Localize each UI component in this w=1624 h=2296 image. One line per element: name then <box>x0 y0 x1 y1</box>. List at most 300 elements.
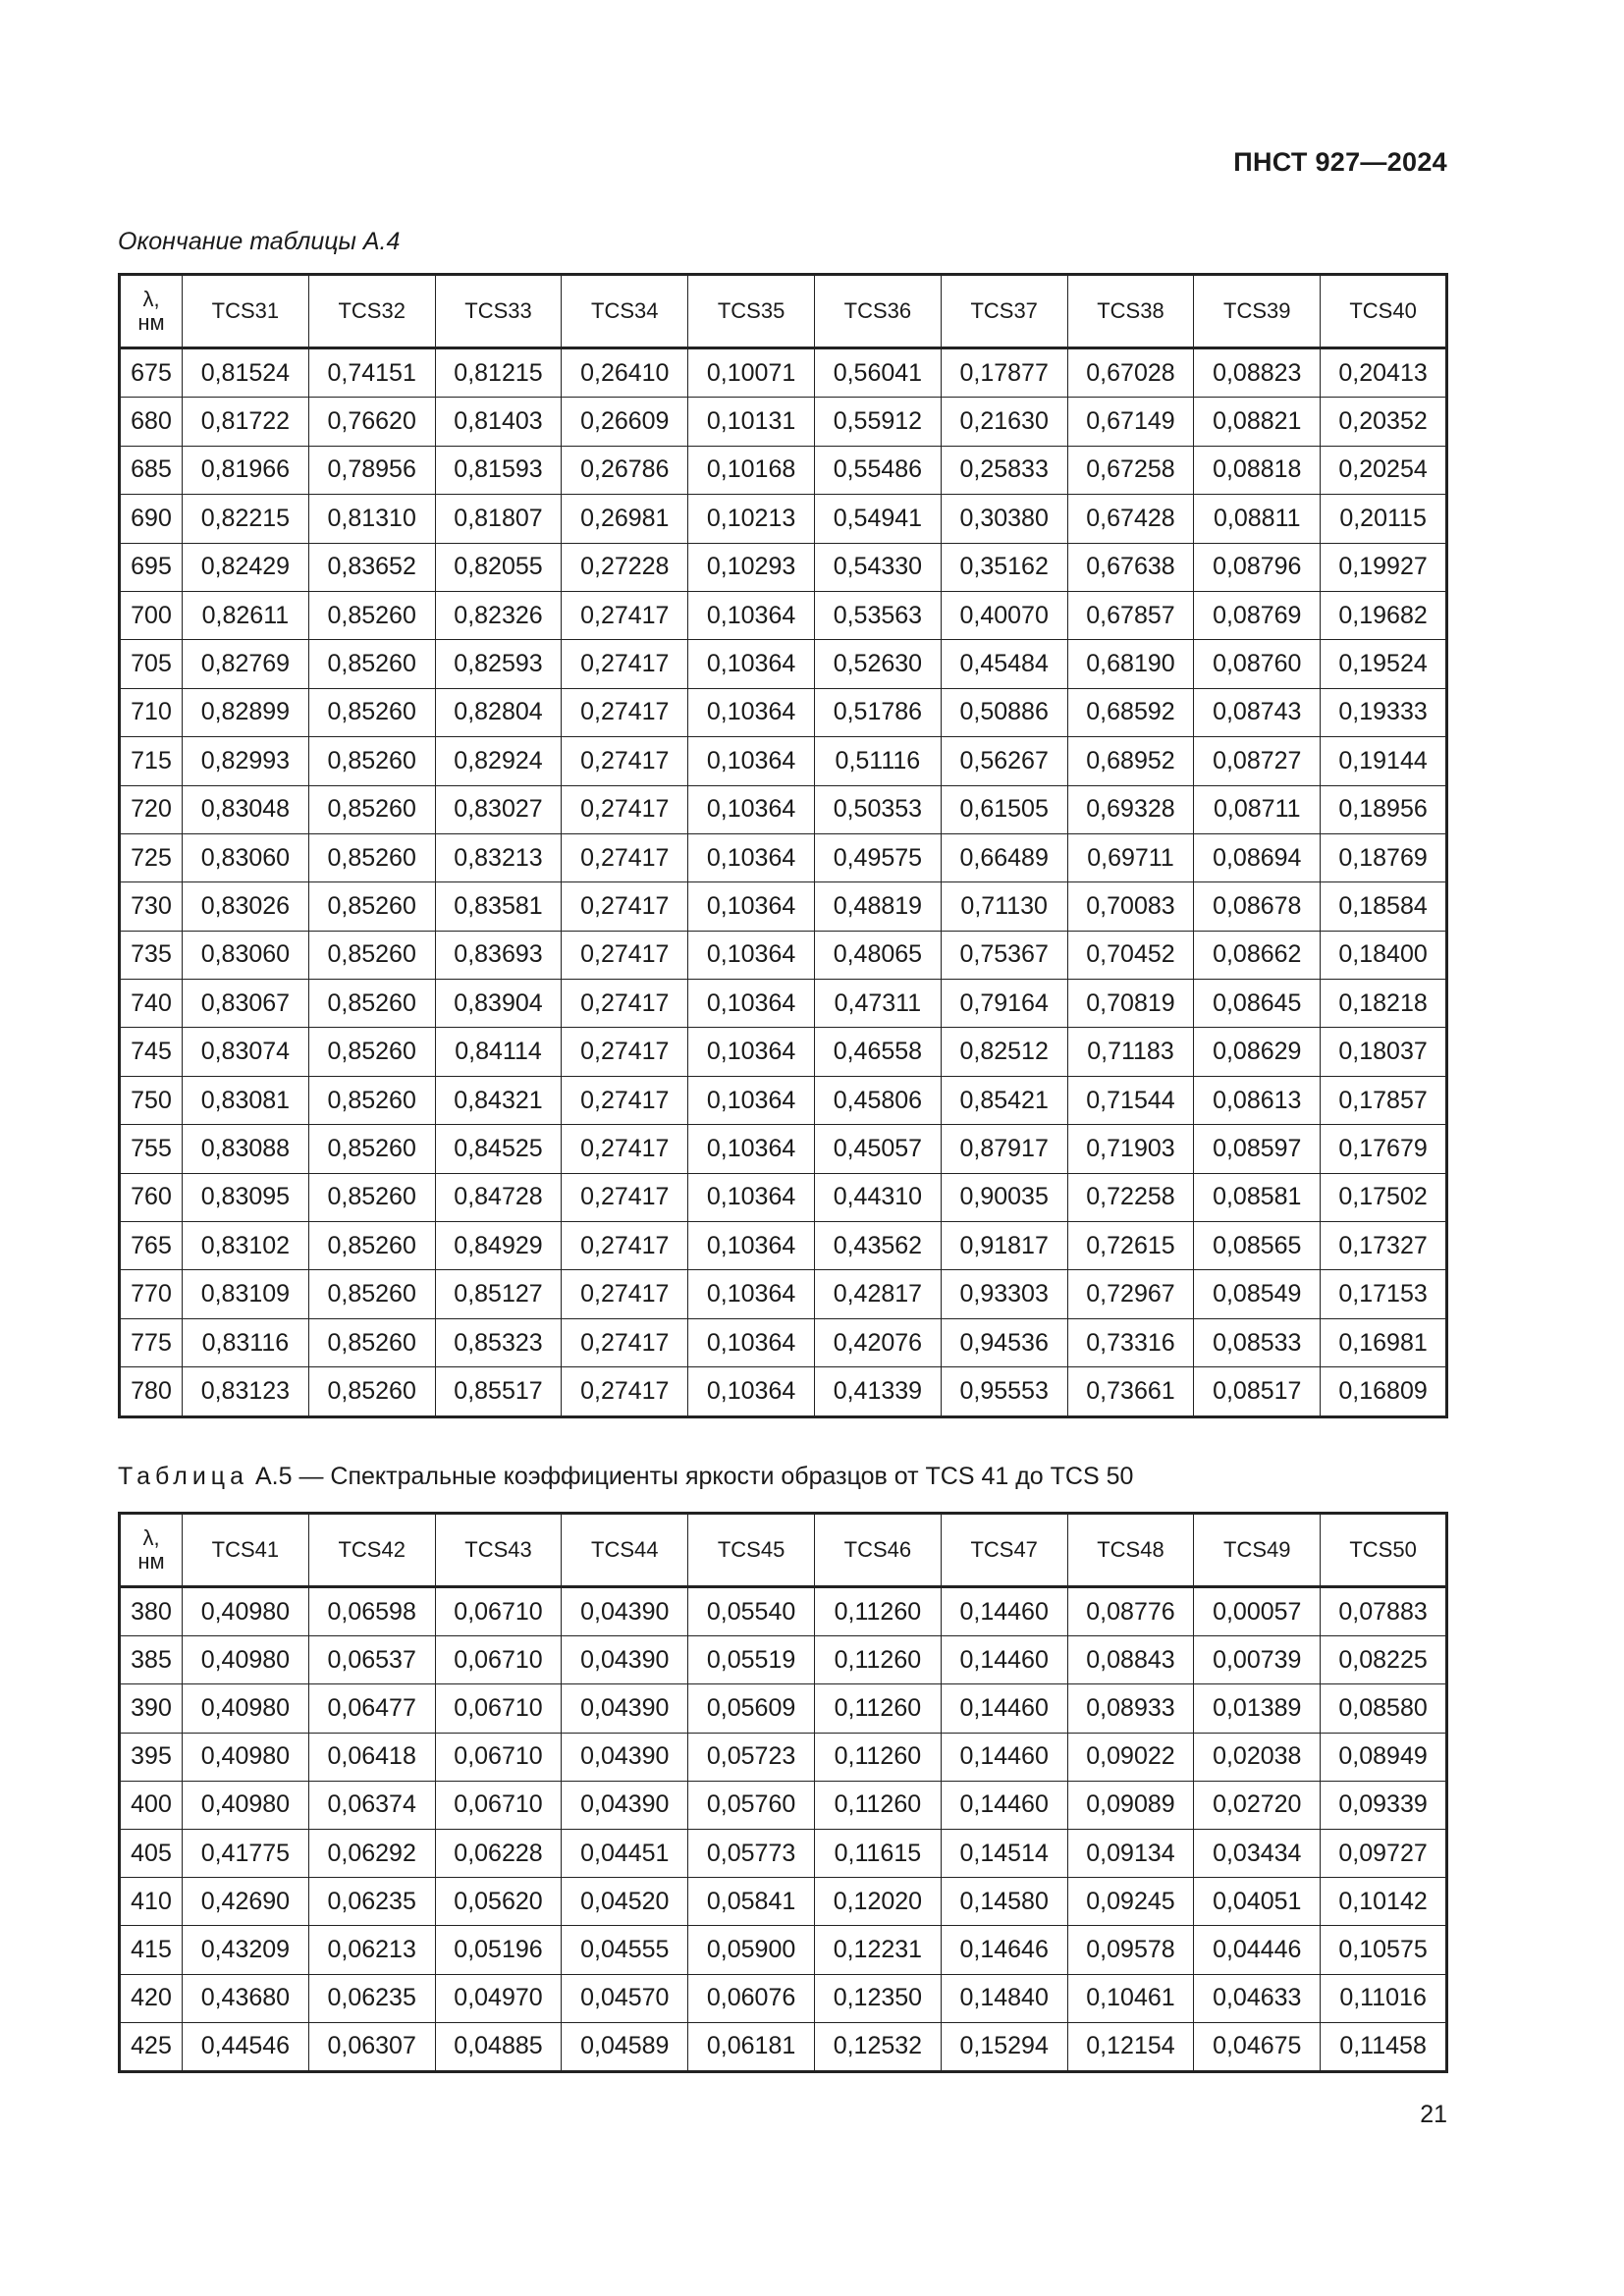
value-cell: 0,72967 <box>1067 1270 1194 1318</box>
value-cell: 0,04446 <box>1194 1926 1321 1974</box>
table-row <box>120 1125 1447 1173</box>
value-cell: 0,85260 <box>308 1222 435 1270</box>
value-cell: 0,10168 <box>688 446 815 494</box>
value-cell: 0,50353 <box>814 785 941 833</box>
wavelength-cell: 775 <box>120 1318 183 1366</box>
table-row <box>120 1028 1447 1076</box>
wavelength-cell: 730 <box>120 882 183 931</box>
value-cell: 0,85421 <box>941 1076 1067 1124</box>
value-cell: 0,17857 <box>1321 1076 1447 1124</box>
value-cell: 0,40980 <box>183 1684 309 1733</box>
value-cell: 0,10364 <box>688 1125 815 1173</box>
table-row <box>120 1076 1447 1124</box>
value-cell: 0,72258 <box>1067 1173 1194 1221</box>
value-cell: 0,11260 <box>814 1587 941 1636</box>
value-cell: 0,17327 <box>1321 1222 1447 1270</box>
value-cell: 0,10364 <box>688 1173 815 1221</box>
wavelength-cell: 420 <box>120 1974 183 2022</box>
value-cell: 0,67857 <box>1067 591 1194 639</box>
value-cell: 0,40980 <box>183 1636 309 1684</box>
table-row <box>120 1173 1447 1221</box>
value-cell: 0,19927 <box>1321 543 1447 591</box>
value-cell: 0,71130 <box>941 882 1067 931</box>
value-cell: 0,19144 <box>1321 737 1447 785</box>
value-cell: 0,85260 <box>308 1270 435 1318</box>
value-cell: 0,27417 <box>562 1270 688 1318</box>
value-cell: 0,93303 <box>941 1270 1067 1318</box>
value-cell: 0,10131 <box>688 398 815 446</box>
value-cell: 0,26981 <box>562 495 688 543</box>
value-cell: 0,14460 <box>941 1684 1067 1733</box>
value-cell: 0,05900 <box>688 1926 815 1974</box>
value-cell: 0,35162 <box>941 543 1067 591</box>
value-cell: 0,02038 <box>1194 1733 1321 1781</box>
value-cell: 0,11016 <box>1321 1974 1447 2022</box>
page-number: 21 <box>1420 2101 1447 2128</box>
value-cell: 0,82611 <box>183 591 309 639</box>
value-cell: 0,08818 <box>1194 446 1321 494</box>
value-cell: 0,56041 <box>814 348 941 398</box>
value-cell: 0,04390 <box>562 1781 688 1829</box>
value-cell: 0,04390 <box>562 1636 688 1684</box>
value-cell: 0,06710 <box>435 1781 562 1829</box>
value-cell: 0,81524 <box>183 348 309 398</box>
value-cell: 0,81722 <box>183 398 309 446</box>
value-cell: 0,43209 <box>183 1926 309 1974</box>
table-a4-header-row <box>120 275 1447 348</box>
table-row <box>120 348 1447 398</box>
value-cell: 0,81215 <box>435 348 562 398</box>
value-cell: 0,91817 <box>941 1222 1067 1270</box>
value-cell: 0,06598 <box>308 1587 435 1636</box>
column-header: TCS35 <box>688 275 815 348</box>
value-cell: 0,27417 <box>562 1028 688 1076</box>
value-cell: 0,14580 <box>941 1878 1067 1926</box>
value-cell: 0,16809 <box>1321 1367 1447 1416</box>
value-cell: 0,40980 <box>183 1733 309 1781</box>
value-cell: 0,26609 <box>562 398 688 446</box>
unit-label: нм <box>137 1549 165 1574</box>
value-cell: 0,27417 <box>562 1367 688 1416</box>
value-cell: 0,01389 <box>1194 1684 1321 1733</box>
value-cell: 0,90035 <box>941 1173 1067 1221</box>
value-cell: 0,82593 <box>435 640 562 688</box>
value-cell: 0,04675 <box>1194 2022 1321 2071</box>
value-cell: 0,19682 <box>1321 591 1447 639</box>
value-cell: 0,10364 <box>688 737 815 785</box>
value-cell: 0,46558 <box>814 1028 941 1076</box>
value-cell: 0,83652 <box>308 543 435 591</box>
value-cell: 0,85260 <box>308 1173 435 1221</box>
value-cell: 0,10364 <box>688 833 815 881</box>
column-header: TCS41 <box>183 1514 309 1587</box>
value-cell: 0,10575 <box>1321 1926 1447 1974</box>
value-cell: 0,83581 <box>435 882 562 931</box>
value-cell: 0,05519 <box>688 1636 815 1684</box>
lambda-label: λ, <box>142 287 160 311</box>
value-cell: 0,53563 <box>814 591 941 639</box>
value-cell: 0,51116 <box>814 737 941 785</box>
table-row <box>120 1829 1447 1877</box>
value-cell: 0,08823 <box>1194 348 1321 398</box>
value-cell: 0,06235 <box>308 1974 435 2022</box>
value-cell: 0,78956 <box>308 446 435 494</box>
value-cell: 0,75367 <box>941 931 1067 979</box>
value-cell: 0,11615 <box>814 1829 941 1877</box>
value-cell: 0,49575 <box>814 833 941 881</box>
value-cell: 0,85260 <box>308 591 435 639</box>
value-cell: 0,43562 <box>814 1222 941 1270</box>
value-cell: 0,20413 <box>1321 348 1447 398</box>
column-header: TCS33 <box>435 275 562 348</box>
value-cell: 0,08776 <box>1067 1587 1194 1636</box>
value-cell: 0,83074 <box>183 1028 309 1076</box>
value-cell: 0,05841 <box>688 1878 815 1926</box>
value-cell: 0,79164 <box>941 980 1067 1028</box>
value-cell: 0,08796 <box>1194 543 1321 591</box>
value-cell: 0,09022 <box>1067 1733 1194 1781</box>
table-row <box>120 1733 1447 1781</box>
value-cell: 0,02720 <box>1194 1781 1321 1829</box>
value-cell: 0,82804 <box>435 688 562 736</box>
value-cell: 0,19333 <box>1321 688 1447 736</box>
value-cell: 0,83095 <box>183 1173 309 1221</box>
value-cell: 0,19524 <box>1321 640 1447 688</box>
wavelength-cell: 380 <box>120 1587 183 1636</box>
value-cell: 0,66489 <box>941 833 1067 881</box>
value-cell: 0,09727 <box>1321 1829 1447 1877</box>
table-row <box>120 1222 1447 1270</box>
value-cell: 0,83109 <box>183 1270 309 1318</box>
wavelength-cell: 390 <box>120 1684 183 1733</box>
value-cell: 0,83693 <box>435 931 562 979</box>
column-header: TCS37 <box>941 275 1067 348</box>
value-cell: 0,83116 <box>183 1318 309 1366</box>
value-cell: 0,81310 <box>308 495 435 543</box>
lambda-header <box>120 275 183 348</box>
value-cell: 0,85260 <box>308 1318 435 1366</box>
value-cell: 0,09245 <box>1067 1878 1194 1926</box>
value-cell: 0,44310 <box>814 1173 941 1221</box>
value-cell: 0,27417 <box>562 785 688 833</box>
wavelength-cell: 765 <box>120 1222 183 1270</box>
table-row <box>120 1974 1447 2022</box>
value-cell: 0,10071 <box>688 348 815 398</box>
value-cell: 0,82899 <box>183 688 309 736</box>
value-cell: 0,81593 <box>435 446 562 494</box>
table-row <box>120 1270 1447 1318</box>
wavelength-cell: 720 <box>120 785 183 833</box>
value-cell: 0,48065 <box>814 931 941 979</box>
value-cell: 0,81403 <box>435 398 562 446</box>
value-cell: 0,71903 <box>1067 1125 1194 1173</box>
value-cell: 0,11260 <box>814 1684 941 1733</box>
value-cell: 0,41775 <box>183 1829 309 1877</box>
value-cell: 0,08711 <box>1194 785 1321 833</box>
value-cell: 0,14460 <box>941 1587 1067 1636</box>
value-cell: 0,09339 <box>1321 1781 1447 1829</box>
value-cell: 0,08645 <box>1194 980 1321 1028</box>
value-cell: 0,42076 <box>814 1318 941 1366</box>
value-cell: 0,83088 <box>183 1125 309 1173</box>
wavelength-cell: 740 <box>120 980 183 1028</box>
value-cell: 0,82055 <box>435 543 562 591</box>
value-cell: 0,10364 <box>688 882 815 931</box>
value-cell: 0,06710 <box>435 1684 562 1733</box>
table-row <box>120 1926 1447 1974</box>
value-cell: 0,10364 <box>688 1367 815 1416</box>
value-cell: 0,71183 <box>1067 1028 1194 1076</box>
value-cell: 0,67258 <box>1067 446 1194 494</box>
value-cell: 0,85260 <box>308 980 435 1028</box>
value-cell: 0,27417 <box>562 640 688 688</box>
value-cell: 0,05723 <box>688 1733 815 1781</box>
value-cell: 0,82924 <box>435 737 562 785</box>
column-header: TCS48 <box>1067 1514 1194 1587</box>
value-cell: 0,05196 <box>435 1926 562 1974</box>
table-a5-caption-text: А.5 — Спектральные коэффициенты яркости образцов от TCS 41 до TCS 50 <box>254 1463 1134 1490</box>
value-cell: 0,08769 <box>1194 591 1321 639</box>
lambda-header <box>120 1514 183 1587</box>
value-cell: 0,04390 <box>562 1684 688 1733</box>
wavelength-cell: 405 <box>120 1829 183 1877</box>
value-cell: 0,06418 <box>308 1733 435 1781</box>
value-cell: 0,82429 <box>183 543 309 591</box>
table-row <box>120 737 1447 785</box>
wavelength-cell: 745 <box>120 1028 183 1076</box>
value-cell: 0,10461 <box>1067 1974 1194 2022</box>
value-cell: 0,17679 <box>1321 1125 1447 1173</box>
table-row <box>120 688 1447 736</box>
table-row <box>120 1684 1447 1733</box>
table-row <box>120 882 1447 931</box>
value-cell: 0,83027 <box>435 785 562 833</box>
column-header: TCS36 <box>814 275 941 348</box>
value-cell: 0,42817 <box>814 1270 941 1318</box>
value-cell: 0,10364 <box>688 688 815 736</box>
column-header: TCS40 <box>1321 275 1447 348</box>
value-cell: 0,08760 <box>1194 640 1321 688</box>
lambda-label: λ, <box>142 1525 160 1550</box>
wavelength-cell: 410 <box>120 1878 183 1926</box>
value-cell: 0,85260 <box>308 931 435 979</box>
value-cell: 0,00739 <box>1194 1636 1321 1684</box>
value-cell: 0,04885 <box>435 2022 562 2071</box>
value-cell: 0,14514 <box>941 1829 1067 1877</box>
value-cell: 0,08727 <box>1194 737 1321 785</box>
value-cell: 0,83060 <box>183 833 309 881</box>
value-cell: 0,08949 <box>1321 1733 1447 1781</box>
value-cell: 0,08662 <box>1194 931 1321 979</box>
value-cell: 0,04589 <box>562 2022 688 2071</box>
value-cell: 0,85260 <box>308 1028 435 1076</box>
table-row <box>120 2022 1447 2071</box>
column-header: TCS44 <box>562 1514 688 1587</box>
value-cell: 0,09089 <box>1067 1781 1194 1829</box>
value-cell: 0,83904 <box>435 980 562 1028</box>
value-cell: 0,55486 <box>814 446 941 494</box>
value-cell: 0,68190 <box>1067 640 1194 688</box>
value-cell: 0,82512 <box>941 1028 1067 1076</box>
value-cell: 0,42690 <box>183 1878 309 1926</box>
value-cell: 0,14460 <box>941 1781 1067 1829</box>
value-cell: 0,11260 <box>814 1733 941 1781</box>
value-cell: 0,83026 <box>183 882 309 931</box>
value-cell: 0,85260 <box>308 833 435 881</box>
value-cell: 0,17153 <box>1321 1270 1447 1318</box>
value-cell: 0,68952 <box>1067 737 1194 785</box>
table-a4-caption: Окончание таблицы А.4 <box>118 228 401 255</box>
value-cell: 0,84929 <box>435 1222 562 1270</box>
value-cell: 0,45057 <box>814 1125 941 1173</box>
column-header: TCS50 <box>1321 1514 1447 1587</box>
value-cell: 0,69711 <box>1067 833 1194 881</box>
value-cell: 0,67638 <box>1067 543 1194 591</box>
column-header: TCS31 <box>183 275 309 348</box>
column-header: TCS42 <box>308 1514 435 1587</box>
wavelength-cell: 715 <box>120 737 183 785</box>
value-cell: 0,27417 <box>562 591 688 639</box>
value-cell: 0,06710 <box>435 1587 562 1636</box>
value-cell: 0,87917 <box>941 1125 1067 1173</box>
wavelength-cell: 710 <box>120 688 183 736</box>
value-cell: 0,16981 <box>1321 1318 1447 1366</box>
value-cell: 0,18037 <box>1321 1028 1447 1076</box>
value-cell: 0,06228 <box>435 1829 562 1877</box>
value-cell: 0,06307 <box>308 2022 435 2071</box>
value-cell: 0,27417 <box>562 1173 688 1221</box>
value-cell: 0,83123 <box>183 1367 309 1416</box>
value-cell: 0,85517 <box>435 1367 562 1416</box>
value-cell: 0,08533 <box>1194 1318 1321 1366</box>
value-cell: 0,51786 <box>814 688 941 736</box>
value-cell: 0,25833 <box>941 446 1067 494</box>
value-cell: 0,10293 <box>688 543 815 591</box>
value-cell: 0,84114 <box>435 1028 562 1076</box>
value-cell: 0,81966 <box>183 446 309 494</box>
value-cell: 0,85260 <box>308 785 435 833</box>
table-row <box>120 1636 1447 1684</box>
value-cell: 0,85260 <box>308 882 435 931</box>
value-cell: 0,09134 <box>1067 1829 1194 1877</box>
value-cell: 0,04555 <box>562 1926 688 1974</box>
table-row <box>120 1318 1447 1366</box>
value-cell: 0,10364 <box>688 980 815 1028</box>
value-cell: 0,40070 <box>941 591 1067 639</box>
value-cell: 0,18956 <box>1321 785 1447 833</box>
value-cell: 0,08517 <box>1194 1367 1321 1416</box>
value-cell: 0,81807 <box>435 495 562 543</box>
value-cell: 0,10364 <box>688 1076 815 1124</box>
wavelength-cell: 675 <box>120 348 183 398</box>
value-cell: 0,27417 <box>562 1318 688 1366</box>
table-row <box>120 1587 1447 1636</box>
value-cell: 0,20254 <box>1321 446 1447 494</box>
value-cell: 0,14646 <box>941 1926 1067 1974</box>
column-header: TCS43 <box>435 1514 562 1587</box>
value-cell: 0,20352 <box>1321 398 1447 446</box>
value-cell: 0,30380 <box>941 495 1067 543</box>
value-cell: 0,04633 <box>1194 1974 1321 2022</box>
value-cell: 0,73661 <box>1067 1367 1194 1416</box>
value-cell: 0,18584 <box>1321 882 1447 931</box>
value-cell: 0,00057 <box>1194 1587 1321 1636</box>
value-cell: 0,06374 <box>308 1781 435 1829</box>
wavelength-cell: 750 <box>120 1076 183 1124</box>
value-cell: 0,85260 <box>308 1125 435 1173</box>
column-header: TCS49 <box>1194 1514 1321 1587</box>
wavelength-cell: 400 <box>120 1781 183 1829</box>
value-cell: 0,69328 <box>1067 785 1194 833</box>
value-cell: 0,45484 <box>941 640 1067 688</box>
column-header: TCS46 <box>814 1514 941 1587</box>
value-cell: 0,05773 <box>688 1829 815 1877</box>
table-row <box>120 931 1447 979</box>
value-cell: 0,08694 <box>1194 833 1321 881</box>
value-cell: 0,54941 <box>814 495 941 543</box>
value-cell: 0,10142 <box>1321 1878 1447 1926</box>
value-cell: 0,05620 <box>435 1878 562 1926</box>
value-cell: 0,17877 <box>941 348 1067 398</box>
value-cell: 0,82215 <box>183 495 309 543</box>
value-cell: 0,06213 <box>308 1926 435 1974</box>
value-cell: 0,04451 <box>562 1829 688 1877</box>
value-cell: 0,20115 <box>1321 495 1447 543</box>
value-cell: 0,08581 <box>1194 1173 1321 1221</box>
value-cell: 0,08549 <box>1194 1270 1321 1318</box>
value-cell: 0,82326 <box>435 591 562 639</box>
value-cell: 0,04970 <box>435 1974 562 2022</box>
wavelength-cell: 770 <box>120 1270 183 1318</box>
value-cell: 0,17502 <box>1321 1173 1447 1221</box>
table-a4 <box>118 273 1448 1418</box>
value-cell: 0,06477 <box>308 1684 435 1733</box>
column-header: TCS32 <box>308 275 435 348</box>
value-cell: 0,05540 <box>688 1587 815 1636</box>
value-cell: 0,54330 <box>814 543 941 591</box>
value-cell: 0,04390 <box>562 1733 688 1781</box>
wavelength-cell: 385 <box>120 1636 183 1684</box>
table-row <box>120 785 1447 833</box>
value-cell: 0,76620 <box>308 398 435 446</box>
wavelength-cell: 695 <box>120 543 183 591</box>
value-cell: 0,08843 <box>1067 1636 1194 1684</box>
table-row <box>120 398 1447 446</box>
wavelength-cell: 685 <box>120 446 183 494</box>
value-cell: 0,84525 <box>435 1125 562 1173</box>
value-cell: 0,11260 <box>814 1781 941 1829</box>
value-cell: 0,12350 <box>814 1974 941 2022</box>
value-cell: 0,27417 <box>562 980 688 1028</box>
value-cell: 0,06181 <box>688 2022 815 2071</box>
table-row <box>120 543 1447 591</box>
value-cell: 0,61505 <box>941 785 1067 833</box>
value-cell: 0,05609 <box>688 1684 815 1733</box>
value-cell: 0,27417 <box>562 1076 688 1124</box>
value-cell: 0,04390 <box>562 1587 688 1636</box>
value-cell: 0,43680 <box>183 1974 309 2022</box>
value-cell: 0,82993 <box>183 737 309 785</box>
value-cell: 0,12154 <box>1067 2022 1194 2071</box>
value-cell: 0,56267 <box>941 737 1067 785</box>
value-cell: 0,14840 <box>941 1974 1067 2022</box>
table-a5-header-row <box>120 1514 1447 1587</box>
value-cell: 0,83048 <box>183 785 309 833</box>
value-cell: 0,18400 <box>1321 931 1447 979</box>
value-cell: 0,27417 <box>562 833 688 881</box>
value-cell: 0,18769 <box>1321 833 1447 881</box>
value-cell: 0,08613 <box>1194 1076 1321 1124</box>
